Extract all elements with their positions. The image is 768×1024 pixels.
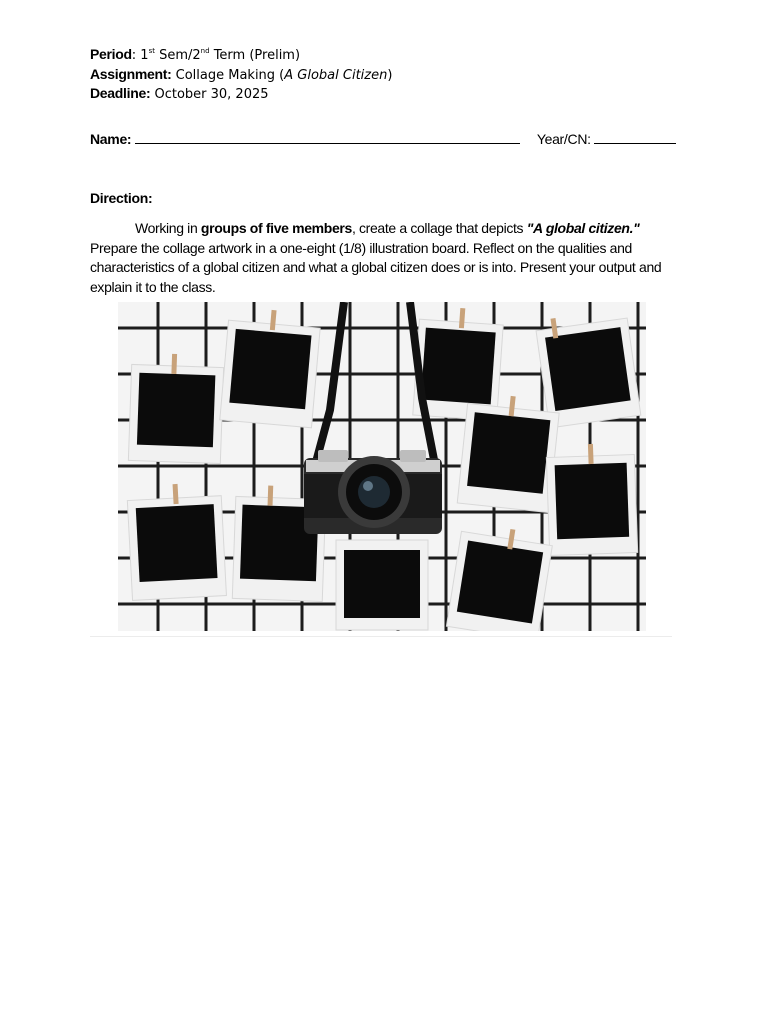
deadline-value: October 30, 2025 bbox=[150, 87, 269, 102]
photo-frame bbox=[128, 352, 224, 463]
period-text: Sem/2 bbox=[154, 48, 201, 63]
clothespin-icon bbox=[171, 354, 177, 374]
direction-text: Working in bbox=[135, 220, 201, 236]
period-line bbox=[90, 46, 300, 63]
direction-paragraph bbox=[90, 219, 680, 297]
assignment-label: Assignment: bbox=[90, 66, 172, 82]
name-row bbox=[90, 131, 676, 147]
photo-frame bbox=[336, 540, 428, 630]
collage-illustration bbox=[118, 302, 646, 631]
assignment-text: Collage Making ( bbox=[171, 68, 285, 83]
direction-text: , create a collage that depicts bbox=[351, 220, 527, 236]
direction-quote: "A global citizen." bbox=[526, 220, 640, 236]
clothespin-icon bbox=[173, 484, 179, 504]
assignment-line bbox=[90, 66, 392, 83]
photo-frame bbox=[127, 482, 227, 601]
period-label: Period bbox=[90, 46, 132, 62]
name-label: Name: bbox=[90, 131, 132, 147]
assignment-title: A Global Citizen bbox=[284, 68, 388, 83]
direction-heading: Direction: bbox=[90, 190, 153, 206]
clothespin-icon bbox=[268, 486, 274, 506]
period-text: : 1 bbox=[131, 48, 149, 63]
collage-sample-image bbox=[118, 302, 646, 631]
camera-icon bbox=[304, 450, 442, 534]
period-superscript: st bbox=[148, 47, 155, 55]
yearcn-label: Year/CN: bbox=[536, 131, 591, 147]
yearcn-field[interactable] bbox=[594, 131, 676, 144]
photo-frame bbox=[546, 443, 638, 556]
name-field[interactable] bbox=[135, 131, 520, 144]
period-superscript: nd bbox=[200, 47, 210, 55]
direction-emphasis: groups of five members bbox=[200, 220, 352, 236]
period-text: Term (Prelim) bbox=[209, 48, 301, 63]
clothespin-icon bbox=[588, 444, 594, 464]
deadline-line bbox=[90, 85, 269, 102]
direction-text: Prepare the collage artwork in a one-eight (1/8) illustration board. Reflect on the qualities and characteristics of a global citizen and what a global citizen does or is into. Present your output and explain it to the class. bbox=[90, 239, 662, 295]
image-divider bbox=[90, 636, 672, 637]
assignment-text: ) bbox=[387, 68, 393, 83]
deadline-label: Deadline: bbox=[90, 85, 151, 101]
